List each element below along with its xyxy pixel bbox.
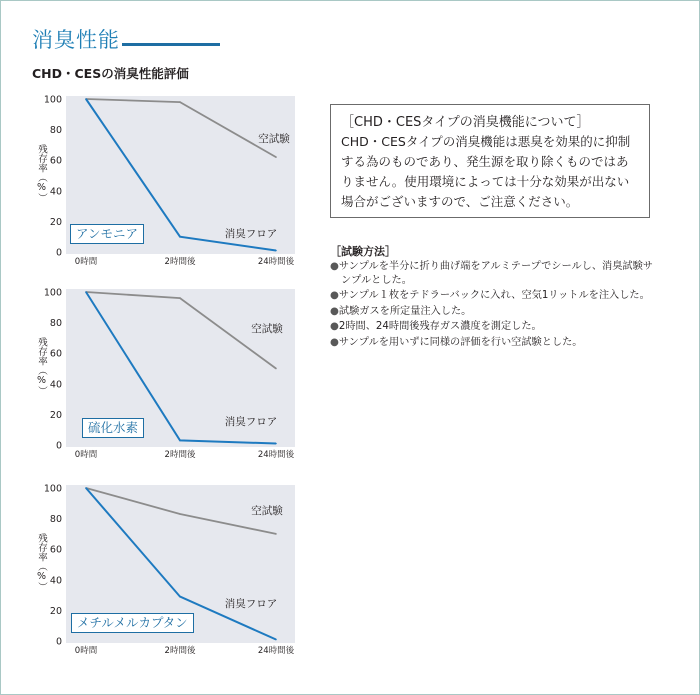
page-title: 消臭性能 <box>32 28 120 52</box>
y-tick-label: 0 <box>55 440 62 452</box>
blank-series-label: 空試験 <box>258 133 290 145</box>
test-method-text: サンプルを用いずに同様の評価を行い空試験とした。 <box>338 336 583 348</box>
y-tick-label: 0 <box>55 247 62 259</box>
data-point <box>179 513 181 515</box>
y-tick-label: 60 <box>49 155 62 167</box>
x-tick-label: 0時間 <box>74 257 98 267</box>
data-point <box>179 236 181 238</box>
test-method-item <box>330 289 660 303</box>
bullet-icon: ● <box>330 261 339 272</box>
test-method-text: サンプルを半分に折り曲げ端をアルミテープでシールし、消臭試験サンプルとした。 <box>338 261 653 286</box>
gas-name-label: メチルメルカプタン <box>71 613 194 633</box>
notice-heading: ［CHD・CESタイプの消臭機能について］ <box>341 115 590 130</box>
bullet-icon: ● <box>330 290 339 301</box>
y-axis-label: 残存率（%） <box>36 533 47 592</box>
test-method-heading: ［試験方法］ <box>330 245 396 258</box>
y-tick-label: 60 <box>49 348 62 360</box>
bullet-icon: ● <box>330 305 339 317</box>
y-tick-label: 60 <box>49 544 62 556</box>
x-tick-label: 24時間後 <box>257 646 295 656</box>
chart-ammonia <box>30 92 300 267</box>
data-point <box>179 297 181 299</box>
data-point <box>179 440 181 442</box>
y-tick-label: 40 <box>49 575 62 587</box>
y-tick-label: 100 <box>43 483 62 495</box>
title-underline <box>122 43 220 46</box>
x-tick-label: 0時間 <box>74 646 98 656</box>
treated-series-label: 消臭フロア <box>224 598 278 610</box>
data-point <box>179 101 181 103</box>
blank-series-label: 空試験 <box>251 323 283 335</box>
treated-series-label: 消臭フロア <box>224 416 278 428</box>
data-point <box>85 487 87 489</box>
y-tick-label: 40 <box>49 379 62 391</box>
data-point <box>85 98 87 100</box>
y-tick-label: 100 <box>43 94 62 106</box>
data-point <box>275 533 277 535</box>
gas-name-label: アンモニア <box>70 224 144 244</box>
x-tick-label: 2時間後 <box>164 450 196 460</box>
gas-name-label: 硫化水素 <box>82 418 144 438</box>
y-tick-label: 100 <box>43 287 62 299</box>
x-tick-label: 2時間後 <box>164 646 196 656</box>
x-tick-label: 2時間後 <box>164 257 196 267</box>
chart-methyl-mercaptan <box>30 481 300 656</box>
data-point <box>275 156 277 158</box>
test-method-item <box>330 320 660 334</box>
x-tick-label: 24時間後 <box>257 257 295 267</box>
chart-hydrogen-sulfide <box>30 285 300 460</box>
test-method-item <box>330 305 660 319</box>
y-tick-label: 20 <box>49 216 62 228</box>
page-subtitle: CHD・CESの消臭性能評価 <box>32 66 189 81</box>
notice-body: CHD・CESタイプの消臭機能は悪臭を効果的に抑制する為のものであり、発生源を取り除くものではありません。使用環境によっては十分な効果が出ない場合がございますので、ご注意ください。 <box>341 134 631 209</box>
test-method-text: サンプル１枚をテドラーバックに入れ、空気1リットルを注入した。 <box>338 290 650 301</box>
chart-svg <box>30 285 300 460</box>
y-axis-label: 残存率（%） <box>36 337 47 396</box>
bullet-icon: ● <box>330 336 339 348</box>
y-axis-label: 残存率（%） <box>36 144 47 203</box>
test-method-item <box>330 260 660 287</box>
x-tick-label: 24時間後 <box>257 450 295 460</box>
y-tick-label: 80 <box>49 514 62 526</box>
test-method-item <box>330 336 660 350</box>
data-point <box>275 639 277 641</box>
x-tick-label: 0時間 <box>74 450 98 460</box>
test-method-text: 2時間、24時間後残存ガス濃度を測定した。 <box>338 321 542 332</box>
y-tick-label: 80 <box>49 318 62 330</box>
y-tick-label: 80 <box>49 125 62 137</box>
y-tick-label: 20 <box>49 409 62 421</box>
data-point <box>179 596 181 598</box>
y-tick-label: 40 <box>49 186 62 198</box>
bullet-icon: ● <box>330 321 339 332</box>
test-method-text: 試験ガスを所定量注入した。 <box>338 305 472 317</box>
y-tick-label: 0 <box>55 636 62 648</box>
y-tick-label: 20 <box>49 605 62 617</box>
data-point <box>275 443 277 445</box>
blank-series-label: 空試験 <box>251 505 283 517</box>
test-method-list <box>330 260 660 349</box>
data-point <box>275 368 277 370</box>
deodorization-notice-box <box>330 104 650 218</box>
test-method-section <box>330 243 660 351</box>
treated-series-label: 消臭フロア <box>224 228 278 240</box>
data-point <box>85 291 87 293</box>
data-point <box>275 250 277 252</box>
